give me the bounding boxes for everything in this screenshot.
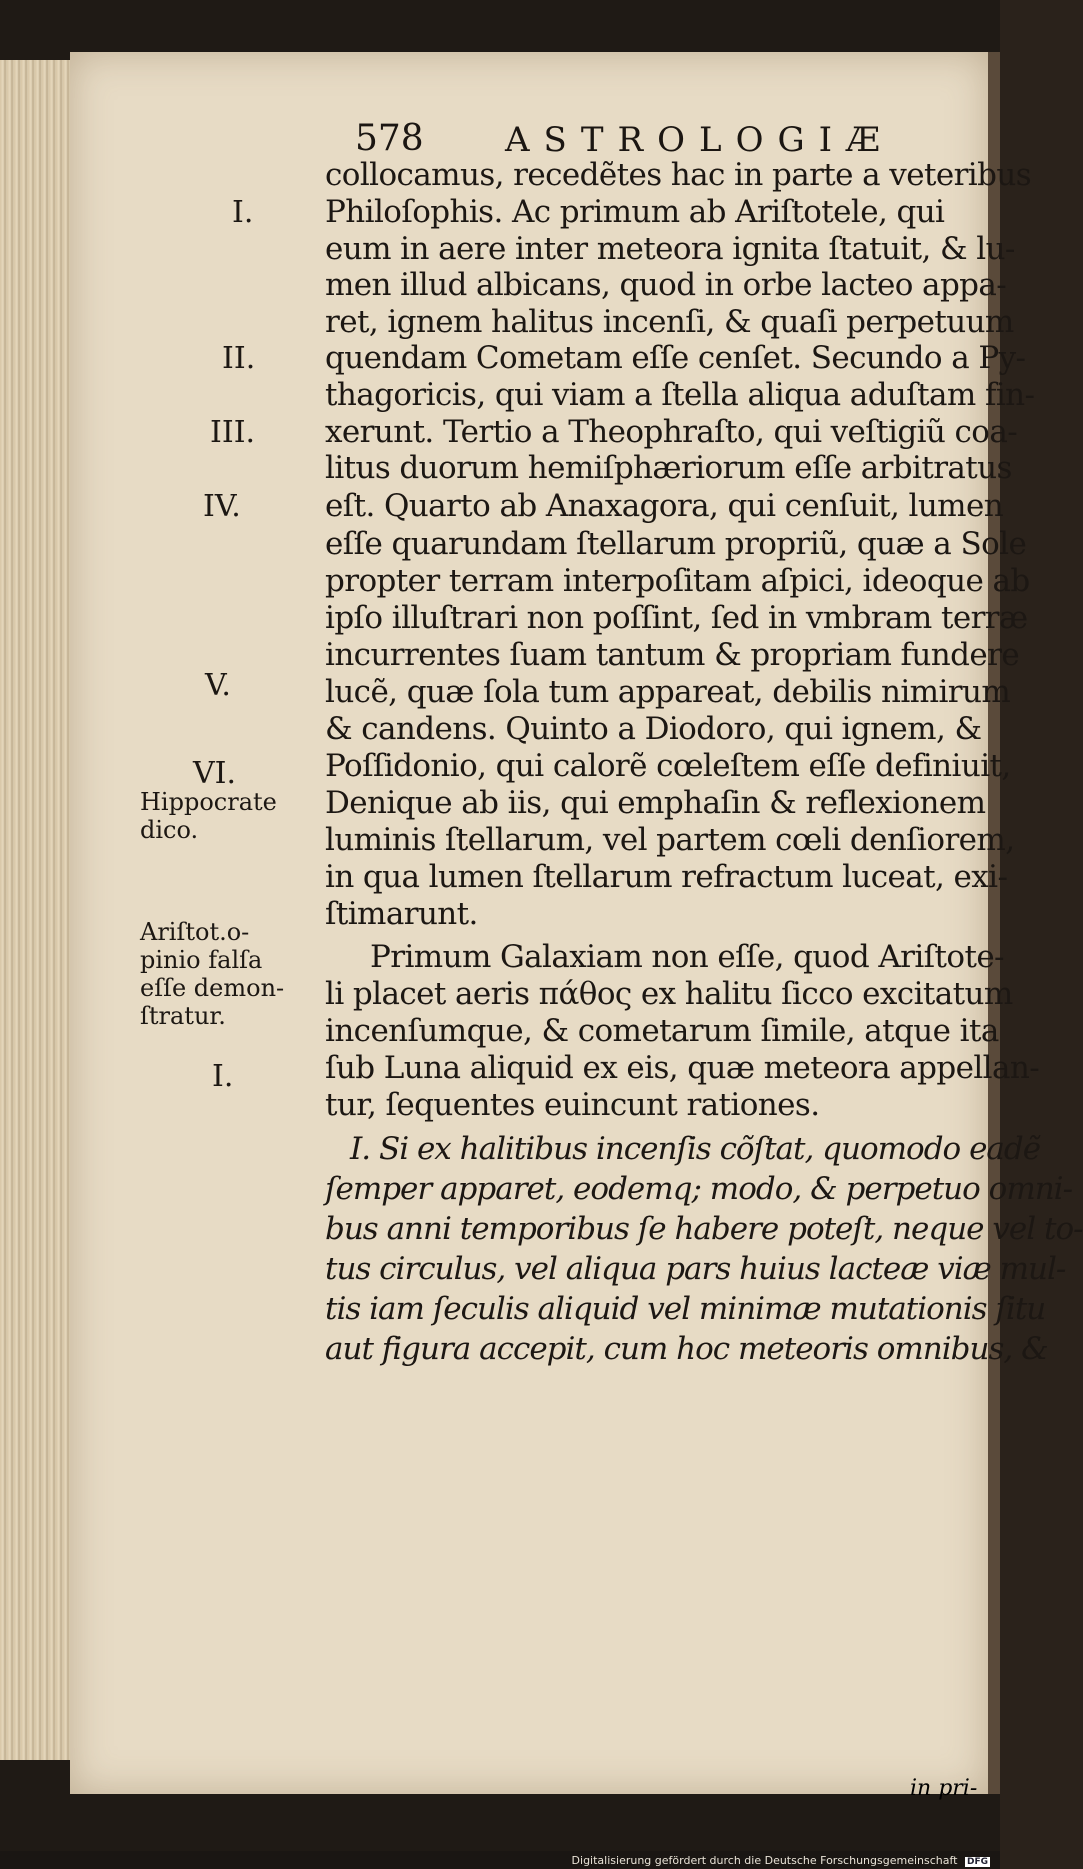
text-line: & candens. Quinto a Diodoro, qui ignem, &: [325, 711, 982, 747]
sidenote-hippocrates: [140, 788, 330, 844]
section-marker-3: III.: [210, 415, 256, 450]
page-number: 578: [355, 118, 424, 159]
section-marker-2: II.: [222, 341, 256, 376]
text-line-italic: bus anni temporibus ſe habere poteſt, neque vel to-: [325, 1211, 1083, 1247]
text-line: Poſſidonio, qui calorẽ cœleſtem eſſe definiuit,: [325, 748, 1011, 784]
text-line: collocamus, recedẽtes hac in parte a veteribus: [325, 157, 1032, 193]
text-line: eſt. Quarto ab Anaxagora, qui cenſuit, lumen: [325, 488, 1004, 524]
text-line: eſſe quarundam ſtellarum propriũ, quæ a Sole: [325, 526, 1027, 562]
text-line: thagoricis, qui viam a ſtella aliqua aduſtam fin-: [325, 377, 1035, 413]
text-line: ſub Luna aliquid ex eis, quæ meteora appellan-: [325, 1050, 1040, 1086]
text-line: ret, ignem halitus incenſi, & quaſi perpetuum: [325, 304, 1014, 340]
text-line: men illud albicans, quod in orbe lacteo appa-: [325, 267, 1007, 303]
dfg-logo: DFG: [966, 1857, 988, 1867]
text-line-italic: tis iam ſeculis aliquid vel minimæ mutationis ſitu: [325, 1291, 1046, 1327]
sidenote-line: eſſe demon-: [140, 974, 285, 1002]
text-line: li placet aeris πάθος ex halitu ſicco excitatum: [325, 976, 1013, 1012]
text-line: quendam Cometam eſſe cenſet. Secundo a Py-: [325, 340, 1026, 376]
argument-marker-1: I.: [212, 1059, 234, 1094]
text-line-italic: ſemper apparet, eodemq; modo, & perpetuo omni-: [325, 1171, 1073, 1207]
section-marker-6: VI.: [193, 756, 237, 791]
sidenote-line: ſtratur.: [140, 1002, 226, 1030]
text-line: Primum Galaxiam non eſſe, quod Ariſtote-: [370, 939, 1004, 975]
text-line: litus duorum hemiſphæriorum eſſe arbitratus: [325, 450, 1012, 486]
sidenote-line: Ariſtot.o-: [140, 918, 250, 946]
text-line-italic: aut figura accepit, cum hoc meteoris omnibus, &: [325, 1331, 1048, 1367]
text-line: incenſumque, & cometarum ſimile, atque ita: [325, 1013, 999, 1049]
section-marker-5: V.: [205, 668, 231, 703]
text-line: tur, ſequentes euincunt rationes.: [325, 1087, 820, 1123]
sidenote-aristotle: [140, 918, 330, 1030]
sidenote-line: Hippocrate: [140, 788, 277, 816]
section-marker-1: I.: [232, 195, 254, 230]
text-line: Philoſophis. Ac primum ab Ariſtotele, qui: [325, 194, 945, 230]
text-line: ipſo illuſtrari non poſſint, ſed in vmbram terræ: [325, 600, 1028, 636]
text-line: xerunt. Tertio a Theophraſto, qui veſtigiũ coa-: [325, 414, 1018, 450]
text-line: eum in aere inter meteora ignita ſtatuit, & lu-: [325, 231, 1015, 267]
text-line: propter terram interpoſitam aſpici, ideoque ab: [325, 563, 1030, 599]
text-line-italic: tus circulus, vel aliqua pars huius lacteæ viæ mul-: [325, 1251, 1066, 1287]
section-marker-4: IV.: [203, 489, 241, 524]
sidenote-line: dico.: [140, 816, 199, 844]
running-title: ASTROLOGIÆ: [505, 120, 895, 160]
credit-text: Digitalisierung gefördert durch die Deutsche Forschungsgemeinschaft: [571, 1854, 958, 1867]
text-line: Denique ab iis, qui emphaſin & reflexionem: [325, 785, 986, 821]
digitization-credit: [572, 1854, 990, 1867]
text-line: incurrentes ſuam tantum & propriam fundere: [325, 637, 1020, 673]
sidenote-line: pinio falſa: [140, 946, 263, 974]
text-line-italic: I. Si ex halitibus incenſis cõſtat, quomodo eadẽ: [350, 1131, 1041, 1167]
catchword: in pri-: [910, 1776, 978, 1801]
text-line: luminis ſtellarum, vel partem cœli denſiorem,: [325, 822, 1015, 858]
scan-footer: [0, 1851, 1000, 1869]
text-line: in qua lumen ſtellarum refractum luceat, exi-: [325, 859, 1008, 895]
text-line: ſtimarunt.: [325, 896, 478, 932]
text-line: lucẽ, quæ ſola tum appareat, debilis nimirum: [325, 674, 1011, 710]
